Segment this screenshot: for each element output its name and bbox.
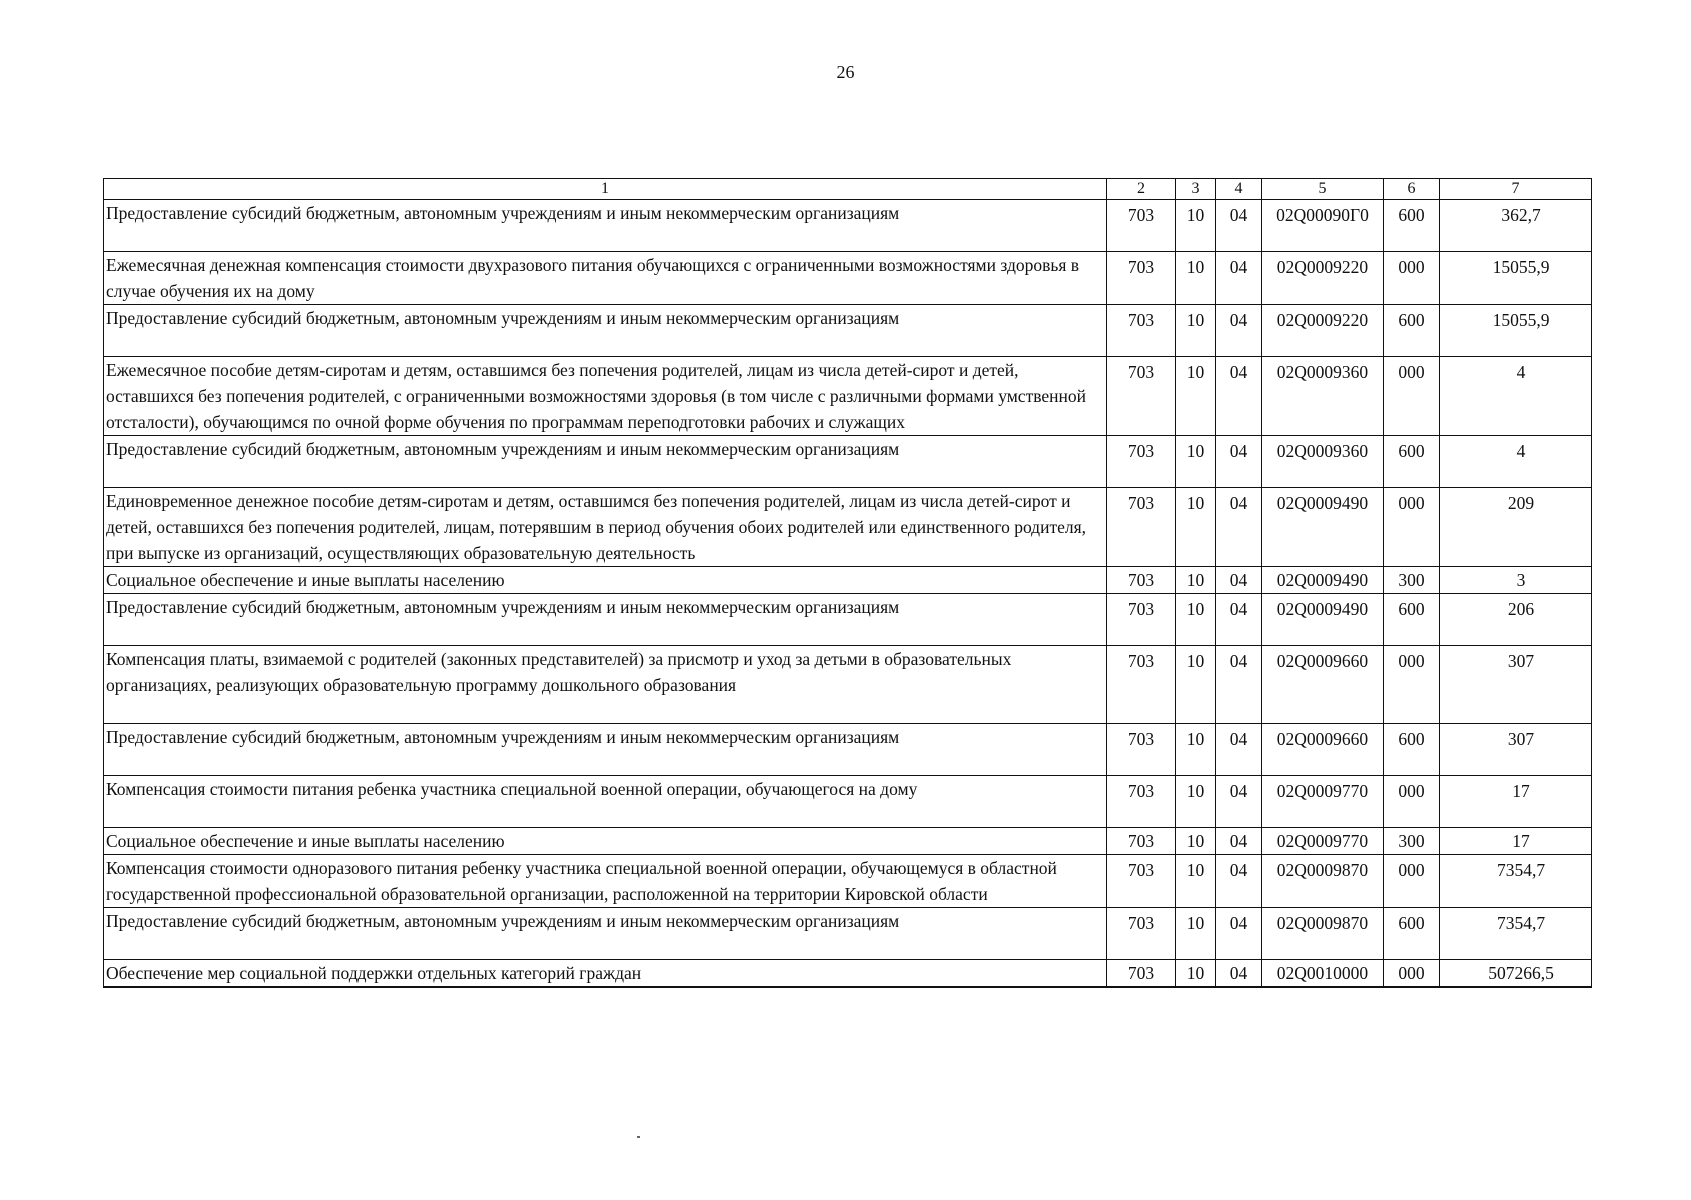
row-code-6: 600 xyxy=(1384,200,1440,252)
table-row xyxy=(104,436,1592,488)
column-header-1: 1 xyxy=(104,179,1107,200)
row-name: Предоставление субсидий бюджетным, автономным учреждениям и иным некоммерческим организациям xyxy=(104,305,1107,357)
column-header-6: 6 xyxy=(1384,179,1440,200)
row-code-4: 04 xyxy=(1216,908,1262,960)
budget-table-container xyxy=(103,178,1591,988)
row-code-2: 703 xyxy=(1107,488,1176,567)
table-row xyxy=(104,960,1592,988)
row-code-4: 04 xyxy=(1216,594,1262,646)
row-name: Компенсация стоимости питания ребенка участника специальной военной операции, обучающегося на дому xyxy=(104,776,1107,828)
row-code-3: 10 xyxy=(1176,357,1216,436)
row-amount: 4 xyxy=(1440,436,1592,488)
row-code-6: 300 xyxy=(1384,828,1440,855)
row-name: Предоставление субсидий бюджетным, автономным учреждениям и иным некоммерческим организациям xyxy=(104,724,1107,776)
column-header-2: 2 xyxy=(1107,179,1176,200)
row-code-3: 10 xyxy=(1176,646,1216,724)
row-code-3: 10 xyxy=(1176,567,1216,594)
row-code-4: 04 xyxy=(1216,357,1262,436)
table-row xyxy=(104,776,1592,828)
row-name: Обеспечение мер социальной поддержки отдельных категорий граждан xyxy=(104,960,1107,988)
table-row xyxy=(104,200,1592,252)
row-code-3: 10 xyxy=(1176,305,1216,357)
row-code-3: 10 xyxy=(1176,488,1216,567)
row-code-2: 703 xyxy=(1107,776,1176,828)
row-code-5: 02Q0009660 xyxy=(1262,646,1384,724)
row-code-5: 02Q0009770 xyxy=(1262,776,1384,828)
row-amount: 17 xyxy=(1440,828,1592,855)
page-number: 26 xyxy=(836,62,855,82)
row-code-3: 10 xyxy=(1176,776,1216,828)
row-code-5: 02Q0009360 xyxy=(1262,436,1384,488)
table-row xyxy=(104,252,1592,305)
row-name: Социальное обеспечение и иные выплаты населению xyxy=(104,567,1107,594)
row-name: Предоставление субсидий бюджетным, автономным учреждениям и иным некоммерческим организациям xyxy=(104,594,1107,646)
row-code-6: 000 xyxy=(1384,357,1440,436)
row-name: Предоставление субсидий бюджетным, автономным учреждениям и иным некоммерческим организациям xyxy=(104,908,1107,960)
row-code-4: 04 xyxy=(1216,776,1262,828)
row-code-6: 600 xyxy=(1384,724,1440,776)
row-code-3: 10 xyxy=(1176,960,1216,988)
row-code-2: 703 xyxy=(1107,828,1176,855)
row-code-6: 600 xyxy=(1384,908,1440,960)
row-code-5: 02Q0009870 xyxy=(1262,855,1384,908)
table-row xyxy=(104,646,1592,724)
row-code-3: 10 xyxy=(1176,594,1216,646)
row-amount: 7354,7 xyxy=(1440,855,1592,908)
row-code-4: 04 xyxy=(1216,305,1262,357)
row-amount: 15055,9 xyxy=(1440,252,1592,305)
table-row xyxy=(104,305,1592,357)
table-row xyxy=(104,357,1592,436)
row-code-2: 703 xyxy=(1107,594,1176,646)
column-header-4: 4 xyxy=(1216,179,1262,200)
table-row xyxy=(104,567,1592,594)
row-code-2: 703 xyxy=(1107,855,1176,908)
row-amount: 15055,9 xyxy=(1440,305,1592,357)
row-code-6: 000 xyxy=(1384,960,1440,988)
row-code-2: 703 xyxy=(1107,436,1176,488)
row-name: Предоставление субсидий бюджетным, автономным учреждениям и иным некоммерческим организациям xyxy=(104,200,1107,252)
row-code-5: 02Q0009490 xyxy=(1262,488,1384,567)
row-code-2: 703 xyxy=(1107,305,1176,357)
table-row xyxy=(104,488,1592,567)
row-name: Социальное обеспечение и иные выплаты населению xyxy=(104,828,1107,855)
row-code-4: 04 xyxy=(1216,724,1262,776)
row-code-5: 02Q0009360 xyxy=(1262,357,1384,436)
row-code-6: 000 xyxy=(1384,646,1440,724)
row-code-2: 703 xyxy=(1107,960,1176,988)
row-code-2: 703 xyxy=(1107,200,1176,252)
scan-speck xyxy=(637,1136,640,1138)
row-amount: 7354,7 xyxy=(1440,908,1592,960)
row-code-5: 02Q00090Г0 xyxy=(1262,200,1384,252)
row-code-2: 703 xyxy=(1107,646,1176,724)
row-code-4: 04 xyxy=(1216,436,1262,488)
row-amount: 507266,5 xyxy=(1440,960,1592,988)
column-header-5: 5 xyxy=(1262,179,1384,200)
row-code-5: 02Q0009220 xyxy=(1262,305,1384,357)
column-header-3: 3 xyxy=(1176,179,1216,200)
column-header-7: 7 xyxy=(1440,179,1592,200)
header-row xyxy=(104,179,1592,200)
row-code-6: 300 xyxy=(1384,567,1440,594)
row-amount: 3 xyxy=(1440,567,1592,594)
row-code-4: 04 xyxy=(1216,200,1262,252)
row-amount: 307 xyxy=(1440,724,1592,776)
row-code-4: 04 xyxy=(1216,252,1262,305)
row-code-5: 02Q0009490 xyxy=(1262,594,1384,646)
row-code-3: 10 xyxy=(1176,200,1216,252)
row-code-2: 703 xyxy=(1107,252,1176,305)
row-name: Ежемесячная денежная компенсация стоимости двухразового питания обучающихся с ограниченными возможностями здоровья в случае обучения их на дому xyxy=(104,252,1107,305)
row-code-6: 600 xyxy=(1384,436,1440,488)
row-amount: 307 xyxy=(1440,646,1592,724)
row-code-4: 04 xyxy=(1216,567,1262,594)
table-row xyxy=(104,908,1592,960)
row-code-4: 04 xyxy=(1216,646,1262,724)
row-code-4: 04 xyxy=(1216,828,1262,855)
row-name: Предоставление субсидий бюджетным, автономным учреждениям и иным некоммерческим организациям xyxy=(104,436,1107,488)
row-code-6: 000 xyxy=(1384,252,1440,305)
row-code-2: 703 xyxy=(1107,357,1176,436)
row-code-5: 02Q0010000 xyxy=(1262,960,1384,988)
row-name: Компенсация платы, взимаемой с родителей (законных представителей) за присмотр и уход за детьми в образовательных организациях, реализующих образовательную программу дошкольного образования xyxy=(104,646,1107,724)
table-row xyxy=(104,828,1592,855)
row-code-5: 02Q0009490 xyxy=(1262,567,1384,594)
row-code-6: 000 xyxy=(1384,855,1440,908)
row-code-3: 10 xyxy=(1176,436,1216,488)
row-code-6: 600 xyxy=(1384,594,1440,646)
row-code-3: 10 xyxy=(1176,252,1216,305)
row-amount: 4 xyxy=(1440,357,1592,436)
row-code-5: 02Q0009770 xyxy=(1262,828,1384,855)
row-code-5: 02Q0009220 xyxy=(1262,252,1384,305)
budget-table xyxy=(103,178,1592,988)
table-row xyxy=(104,724,1592,776)
row-code-4: 04 xyxy=(1216,488,1262,567)
row-code-5: 02Q0009870 xyxy=(1262,908,1384,960)
row-code-4: 04 xyxy=(1216,960,1262,988)
row-code-5: 02Q0009660 xyxy=(1262,724,1384,776)
row-code-6: 000 xyxy=(1384,488,1440,567)
row-name: Единовременное денежное пособие детям-сиротам и детям, оставшимся без попечения родителей, лицам из числа детей-сирот и детей, оставшихся без попечения родителей, лицам, потерявшим в период обучения обоих родителей или единственного родителя, при выпуске из организаций, осуществляющих образовательную деятельность xyxy=(104,488,1107,567)
row-name: Компенсация стоимости одноразового питания ребенку участника специальной военной операции, обучающемуся в областной государственной профессиональной образовательной организации, расположенной на территории Кировской области xyxy=(104,855,1107,908)
row-code-4: 04 xyxy=(1216,855,1262,908)
row-code-6: 000 xyxy=(1384,776,1440,828)
row-code-3: 10 xyxy=(1176,855,1216,908)
row-code-2: 703 xyxy=(1107,724,1176,776)
table-row xyxy=(104,594,1592,646)
row-amount: 209 xyxy=(1440,488,1592,567)
row-amount: 362,7 xyxy=(1440,200,1592,252)
row-code-2: 703 xyxy=(1107,567,1176,594)
row-code-6: 600 xyxy=(1384,305,1440,357)
row-amount: 206 xyxy=(1440,594,1592,646)
row-code-3: 10 xyxy=(1176,908,1216,960)
row-amount: 17 xyxy=(1440,776,1592,828)
row-name: Ежемесячное пособие детям-сиротам и детям, оставшимся без попечения родителей, лицам из числа детей-сирот и детей, оставшихся без попечения родителей, с ограниченными возможностями здоровья (в том числе с различными формами умственной отсталости), обучающимся по очной форме обучения по программам переподготовки рабочих и служащих xyxy=(104,357,1107,436)
table-row xyxy=(104,855,1592,908)
row-code-3: 10 xyxy=(1176,828,1216,855)
row-code-3: 10 xyxy=(1176,724,1216,776)
row-code-2: 703 xyxy=(1107,908,1176,960)
